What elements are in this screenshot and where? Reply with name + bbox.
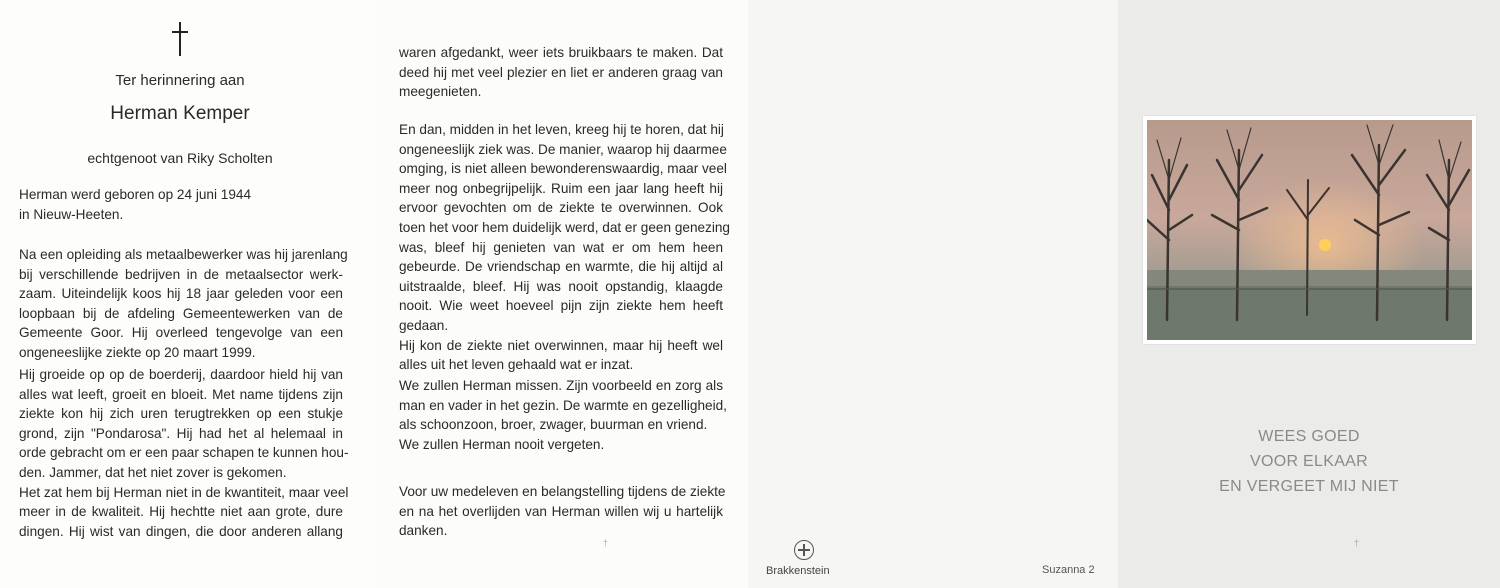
text-paragraph-thanks [399,482,726,541]
text-line: meegenieten. [399,84,482,100]
text-line: Hij groeide op op de boerderij, daardoor hield hij van [19,367,343,382]
text-line: Voor uw medeleven en belangstelling tijdens de ziekte [399,484,726,499]
text-line: ervoor gevochten om de ziekte te overwinnen. Ook [399,200,723,216]
text-line: in Nieuw-Heeten. [19,206,124,222]
text-line: als schoonzoon, broer, zwager, buurman en vriend. [399,417,708,433]
cross-icon [168,20,192,60]
text-line: ziekte kon hij zich uren terugtrekken op een stukje [19,406,343,422]
text-line: Na een opleiding als metaalbewerker was hij jarenlang [19,247,348,262]
text-line: alles wat leeft, groeit en bloeit. Met name tijdens zijn [19,386,343,402]
text-line: meer nog onbegrijpelijk. Ruim een jaar lang heeft hij [399,180,723,196]
decorative-mark-icon: † [603,538,609,548]
card-panel-middle [375,0,748,588]
sunset-trees-photo [1147,120,1472,340]
text-paragraph-remembrance [399,376,727,454]
text-line: den. Jammer, dat het niet zover is gekomen. [19,464,287,480]
text-line: nooit. Wie weet hoeveel pijn zijn ziekte hem heeft [399,298,723,314]
text-line: ongeneeslijke ziekte op 20 maart 1999. [19,344,256,360]
text-line: omging, is niet alleen bewonderenswaardig, maar veel [399,161,727,177]
spouse-line: echtgenoot van Riky Scholten [87,150,273,166]
text-line: zaam. Uiteindelijk koos hij 18 jaar geleden voor een [19,286,343,302]
text-line: dingen. Hij wist van dingen, die door anderen allang [19,523,343,539]
text-paragraph-illness [399,120,730,375]
motto-line: EN VERGEET MIJ NIET [1219,478,1399,495]
bio-paragraph-birth [19,185,343,224]
text-paragraph-continued [399,43,723,102]
card-panel-front [1118,0,1500,588]
bio-paragraph-life [19,365,349,541]
publisher-name: Brakkenstein [766,565,830,577]
text-line: toen het voor hem duidelijk werd, dat er geen genezing [399,219,730,235]
card-panel-left [0,0,375,588]
motto-line: WEES GOED [1258,428,1360,445]
text-line: ongeneeslijk ziek was. De manier, waarop hij daarmee [399,141,727,157]
text-line: loopbaan bij de afdeling Gemeentewerken van de [19,305,343,321]
text-line: was, bleef hij genieten van wat er om hem heen [399,239,723,255]
brakkenstein-logo-icon [784,540,824,560]
text-line: bij verschillende bedrijven in de metaalsector werk- [19,266,343,282]
text-line: waren afgedankt, weer iets bruikbaars te maken. Dat [399,45,723,60]
photo-frame [1143,116,1476,344]
card-code: Suzanna 2 [1042,564,1095,576]
text-line: alles uit het leven gehaald wat er inzat. [399,357,634,373]
text-line: Hij kon de ziekte niet overwinnen, maar hij heeft wel [399,337,723,353]
text-line: We zullen Herman missen. Zijn voorbeeld en zorg als [399,378,723,393]
text-line: En dan, midden in het leven, kreeg hij te horen, dat hij [399,122,724,137]
text-line: Het zat hem bij Herman niet in de kwantiteit, maar veel [19,484,349,500]
text-line: gebeurde. De vriendschap en warmte, die hij altijd al [399,259,723,275]
intro-text: Ter herinnering aan [115,72,245,89]
text-line: deed hij met veel plezier en liet er anderen graag van [399,64,723,80]
text-line: man en vader in het gezin. De warmte en gezelligheid, [399,397,727,413]
text-line: en na het overlijden van Herman willen wij u hartelijk [399,503,723,519]
text-line: uitstraalde, bleef. Hij was nooit opstandig, klaagde [399,278,723,294]
text-line: Gemeente Goor. Hij overleed tengevolge van een [19,325,343,341]
text-line: danken. [399,523,448,539]
bio-paragraph-career [19,245,348,363]
text-line: gedaan. [399,317,449,333]
text-line: Herman werd geboren op 24 juni 1944 [19,187,252,202]
text-line: We zullen Herman nooit vergeten. [399,436,605,452]
motto-line: VOOR ELKAAR [1249,453,1368,470]
deceased-name: Herman Kemper [110,103,250,124]
decorative-mark-icon: † [1354,538,1360,548]
text-line: orde gebracht om er een paar schapen te kunnen hou- [19,445,349,461]
text-line: meer in de kwaliteit. Hij hechtte niet aan grote, dure [19,504,343,520]
card-panel-back [748,0,1118,588]
text-line: grond, zijn "Pondarosa". Hij had het al helemaal in [19,425,343,441]
